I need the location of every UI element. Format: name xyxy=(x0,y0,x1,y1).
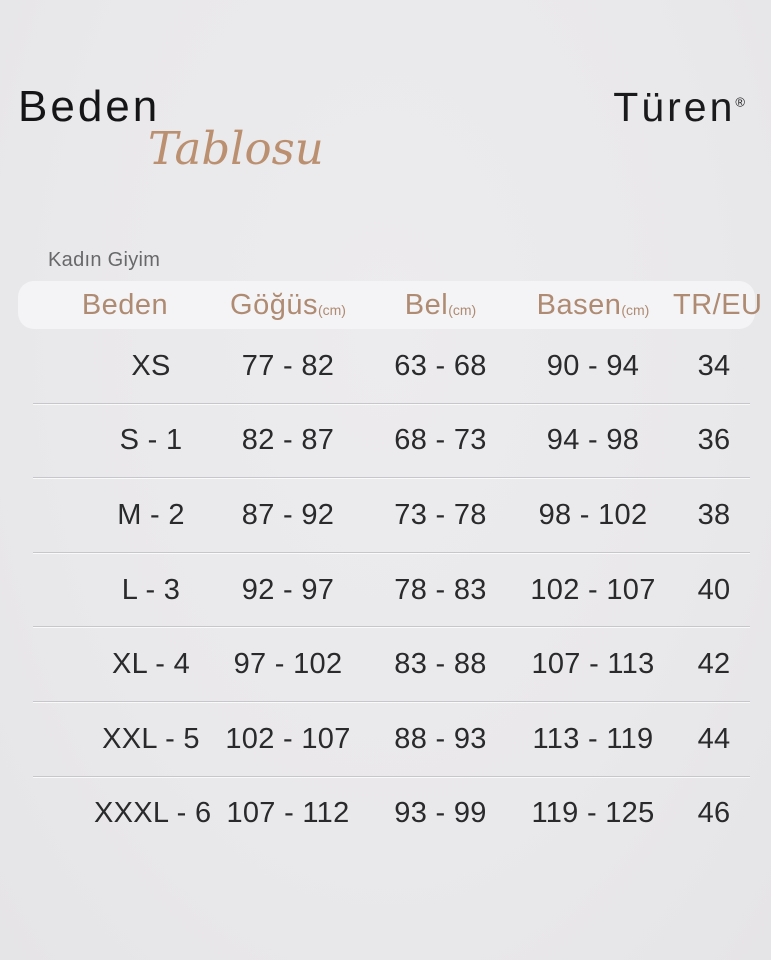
table-row xyxy=(18,627,755,702)
cell-gogus-cm: 92 - 97 xyxy=(241,573,335,606)
cell-basen-cm: 102 - 107 xyxy=(530,573,656,606)
page-title: Beden xyxy=(18,82,161,131)
cell-bel-cm: 63 - 68 xyxy=(394,349,487,382)
cell-beden: M - 2 xyxy=(117,498,185,531)
cell-bel-cm: 68 - 73 xyxy=(394,424,487,457)
column-header-unit: (cm) xyxy=(621,301,650,318)
column-header-gogus xyxy=(208,289,368,322)
table-row xyxy=(18,553,755,628)
cell-gogus-cm: 97 - 102 xyxy=(233,648,343,681)
column-header-tr-eu xyxy=(673,288,763,322)
column-header-label: Bel xyxy=(404,288,449,321)
table-header-row xyxy=(18,281,763,329)
column-header-label: TR/EU xyxy=(673,288,763,321)
cell-basen-cm: 98 - 102 xyxy=(538,498,648,531)
registered-trademark-symbol: ® xyxy=(735,94,745,110)
cell-beden: XXXL - 6 xyxy=(94,797,212,830)
cell-gogus-cm: 102 - 107 xyxy=(225,722,351,755)
cell-gogus-cm: 107 - 112 xyxy=(226,797,350,830)
cell-bel-cm: 83 - 88 xyxy=(394,648,487,681)
cell-basen-cm: 90 - 94 xyxy=(546,349,640,382)
cell-bel-cm: 93 - 99 xyxy=(394,797,487,830)
column-header-bel xyxy=(368,289,513,322)
brand-logo xyxy=(613,84,745,131)
cell-tr-eu: 42 xyxy=(697,648,731,681)
table-row xyxy=(18,478,755,553)
page-subtitle: Tablosu xyxy=(148,122,324,175)
cell-beden: L - 3 xyxy=(121,573,181,606)
cell-tr-eu: 40 xyxy=(697,573,731,606)
table-row xyxy=(18,777,755,852)
cell-bel-cm: 88 - 93 xyxy=(394,722,487,755)
column-header-beden xyxy=(18,289,208,322)
cell-beden: XS xyxy=(131,349,171,382)
cell-beden: XXL - 5 xyxy=(102,722,200,755)
cell-tr-eu: 44 xyxy=(697,722,731,755)
table-row xyxy=(18,404,755,479)
column-header-unit: (cm) xyxy=(317,301,346,318)
table-row xyxy=(18,329,755,404)
cell-tr-eu: 34 xyxy=(697,349,731,382)
column-header-basen xyxy=(513,289,673,322)
cell-tr-eu: 46 xyxy=(697,797,731,830)
cell-beden: XL - 4 xyxy=(111,648,191,681)
cell-gogus-cm: 82 - 87 xyxy=(241,424,335,457)
column-header-label: Göğüs xyxy=(230,288,318,321)
table-row xyxy=(18,702,755,777)
column-header-label: Basen xyxy=(536,288,622,321)
section-label: Kadın Giyim xyxy=(48,249,161,271)
cell-tr-eu: 36 xyxy=(697,424,731,457)
cell-basen-cm: 94 - 98 xyxy=(546,424,640,457)
cell-gogus-cm: 87 - 92 xyxy=(241,498,335,531)
cell-beden: S - 1 xyxy=(119,424,183,457)
cell-bel-cm: 78 - 83 xyxy=(394,573,487,606)
cell-gogus-cm: 77 - 82 xyxy=(241,349,335,382)
cell-basen-cm: 107 - 113 xyxy=(531,648,655,681)
column-header-unit: (cm) xyxy=(448,301,477,318)
brand-name: Türen xyxy=(613,84,736,130)
cell-tr-eu: 38 xyxy=(697,498,731,531)
cell-basen-cm: 119 - 125 xyxy=(531,797,655,830)
table-body xyxy=(18,329,755,851)
column-header-label: Beden xyxy=(81,288,169,321)
cell-basen-cm: 113 - 119 xyxy=(532,722,654,755)
cell-bel-cm: 73 - 78 xyxy=(394,498,487,531)
